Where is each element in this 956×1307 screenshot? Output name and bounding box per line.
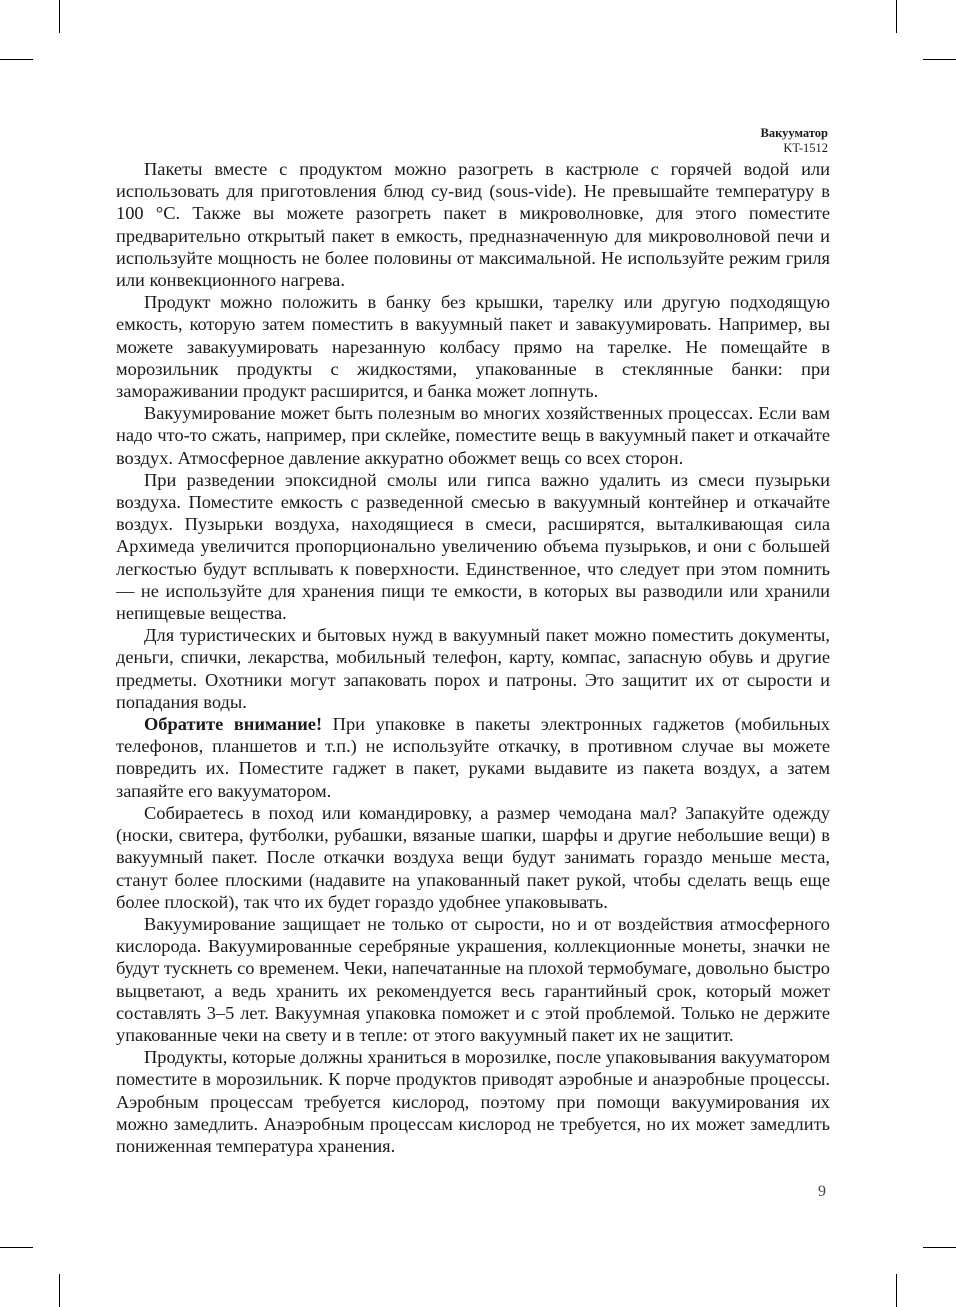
paragraph: Вакуумирование защищает не только от сырости, но и от воздействия атмосферного кислорода. Вакуумированные серебряные украшения, коллекционные монеты, значки не будут тускнеть со временем. Чеки, напечатанные на плохой термобумаге, довольно быстро выцветают, а ведь хранить их рекомендуется весь гарантийный срок, который может составлять 3–5 лет. Вакуумная упаковка поможет и с этой проблемой. Только не держите упакованные чеки на свету и в тепле: от этого вакуумный пакет их не защитит.	[116, 913, 830, 1045]
crop-mark-top-right	[896, 0, 897, 33]
header-title: Вакууматор	[760, 126, 828, 140]
page-number: 9	[818, 1183, 826, 1200]
paragraph: Продукт можно положить в банку без крышки, тарелку или другую подходящую емкость, которую затем поместить в вакуумный пакет и завакуумировать. Например, вы можете завакуумировать нарезанную колбасу прямо на тарелке. Не помещайте в морозильник продукты с жидкостями, упакованные в стеклянные банки: при замораживании продукт расширится, и банка может лопнуть.	[116, 292, 830, 402]
note-text: При упаковке в пакеты электронных гаджетов (мобильных телефонов, планшетов и т.п.) не используйте откачку, в противном случае вы можете повредить их. Поместите гаджет в пакет, руками выдавите из пакета воздух, а затем запаяйте его вакууматором.	[116, 714, 830, 801]
crop-mark-bottom-left-h	[0, 1247, 33, 1248]
header-model: KT-1512	[783, 141, 828, 155]
crop-mark-top-left-h	[0, 59, 33, 60]
running-head	[761, 126, 828, 156]
paragraph: Пакеты вместе с продуктом можно разогреть в кастрюле с горячей водой или использовать для приготовления блюд су-вид (sous-vide). Не превышайте температуру в 100 °C. Также вы можете разогреть пакет в микроволновке, для этого поместите предварительно открытый пакет в емкость, предназначенную для микроволновой печи и используйте мощность не более половины от максимальной. Не используйте режим гриля или конвекционного нагрева.	[116, 159, 830, 291]
paragraph-note	[116, 713, 830, 802]
crop-mark-top-right-h	[923, 59, 956, 60]
crop-mark-bottom-right	[896, 1274, 897, 1307]
paragraph: Для туристических и бытовых нужд в вакуумный пакет можно поместить документы, деньги, спички, лекарства, мобильный телефон, карту, компас, запасную обувь и другие предметы. Охотники могут запаковать порох и патроны. Это защитит их от сырости и попадания воды.	[116, 625, 830, 712]
note-lead: Обратите внимание!	[144, 714, 323, 735]
paragraph: При разведении эпоксидной смолы или гипса важно удалить из смеси пузырьки воздуха. Поместите емкость с разведенной смесью в вакуумный контейнер и откачайте воздух. Пузырьки воздуха, находящиеся в смеси, расширятся, выталкивающая сила Архимеда увеличится пропорционально увеличению объема пузырьков, и они с большей легкостью будут всплывать к поверхности. Единственное, что следует при этом помнить — не используйте для хранения пищи те емкости, в которых вы разводили или хранили непищевые вещества.	[116, 469, 830, 624]
paragraph: Вакуумирование может быть полезным во многих хозяйственных процессах. Если вам надо что-то сжать, например, при склейке, поместите вещь в вакуумный пакет и откачайте воздух. Атмосферное давление аккуратно обожмет вещь со всех сторон.	[116, 403, 830, 468]
body-text	[116, 158, 830, 1157]
crop-mark-bottom-left	[59, 1274, 60, 1307]
crop-mark-top-left	[59, 0, 60, 33]
paragraph: Продукты, которые должны храниться в морозилке, после упаковывания вакууматором поместите в морозильник. К порче продуктов приводят аэробные и анаэробные процессы. Аэробным процессам требуется кислород, поэтому при помощи вакуумирования их можно замедлить. Анаэробным процессам кислород не требуется, но их может замедлить пониженная температура хранения.	[116, 1047, 830, 1156]
paragraph: Собираетесь в поход или командировку, а размер чемодана мал? Запакуйте одежду (носки, свитера, футболки, рубашки, вязаные шапки, шарфы и другие небольшие вещи) в вакуумный пакет. После откачки воздуха вещи будут занимать гораздо меньше места, станут более плоскими (надавите на упакованный пакет рукой, чтобы сделать вещь еще более плоской), так что их будет гораздо удобнее упаковывать.	[116, 802, 830, 912]
crop-mark-bottom-right-h	[923, 1247, 956, 1248]
